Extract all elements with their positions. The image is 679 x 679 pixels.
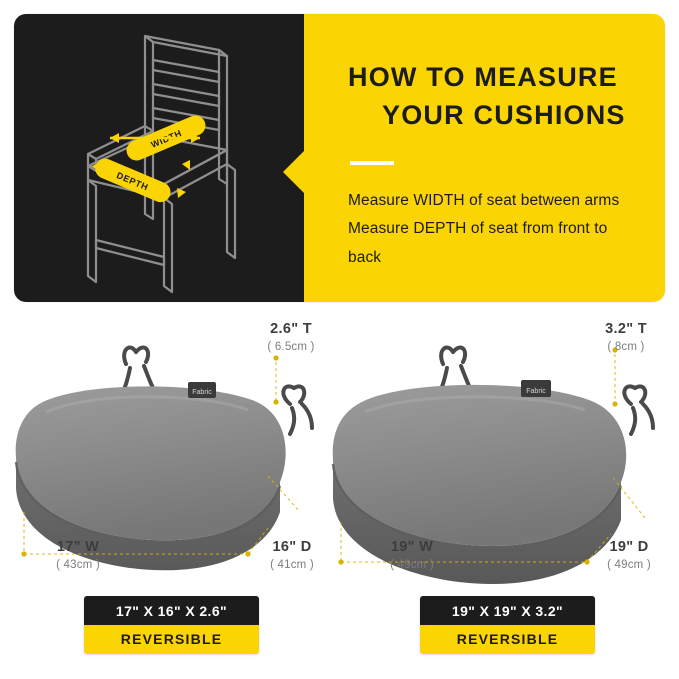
large-width-metric: ( 49cm ) [390, 558, 434, 571]
small-width-value: 17" W [56, 539, 100, 555]
small-badge-reversible: REVERSIBLE [84, 625, 259, 654]
large-badge-size: 19" X 19" X 3.2" [420, 596, 595, 625]
large-depth-label [582, 538, 676, 573]
svg-text:DEPTH: DEPTH [115, 170, 150, 193]
small-width-label [28, 538, 128, 573]
product-dimension-section [0, 306, 679, 679]
small-depth-value: 16" D [272, 539, 312, 555]
banner-sub-line-2: Measure DEPTH of seat from front to back [348, 220, 608, 266]
svg-text:WIDTH: WIDTH [149, 127, 184, 150]
banner-sub-line-1: Measure WIDTH of seat between arms [348, 191, 620, 209]
large-depth-value: 19" D [609, 539, 649, 555]
small-thickness-value: 2.6" T [270, 321, 312, 337]
large-width-value: 19" W [390, 539, 434, 555]
small-depth-metric: ( 41cm ) [270, 558, 314, 571]
svg-text:Fabric: Fabric [526, 388, 546, 395]
banner-arrow-notch [283, 150, 305, 194]
chair-illustration-panel [14, 14, 304, 302]
large-depth-metric: ( 49cm ) [607, 558, 651, 571]
small-badge-size: 17" X 16" X 2.6" [84, 596, 259, 625]
svg-text:Fabric: Fabric [192, 389, 212, 396]
banner-text-panel [304, 14, 665, 302]
small-thickness-metric: ( 6.5cm ) [267, 340, 315, 353]
large-thickness-label [576, 320, 676, 355]
how-to-measure-banner [14, 14, 665, 302]
headline-line-1: HOW TO MEASURE [348, 62, 618, 92]
large-width-label [362, 538, 462, 573]
small-width-metric: ( 43cm ) [56, 558, 100, 571]
large-thickness-metric: ( 8cm ) [607, 340, 645, 353]
headline-line-2: YOUR CUSHIONS [382, 100, 626, 131]
depth-measure-tag [86, 156, 190, 206]
large-badge-reversible: REVERSIBLE [420, 625, 595, 654]
banner-headline [348, 58, 639, 135]
banner-divider [350, 161, 394, 165]
large-thickness-value: 3.2" T [605, 321, 647, 337]
chair-diagram-icon [14, 14, 304, 302]
